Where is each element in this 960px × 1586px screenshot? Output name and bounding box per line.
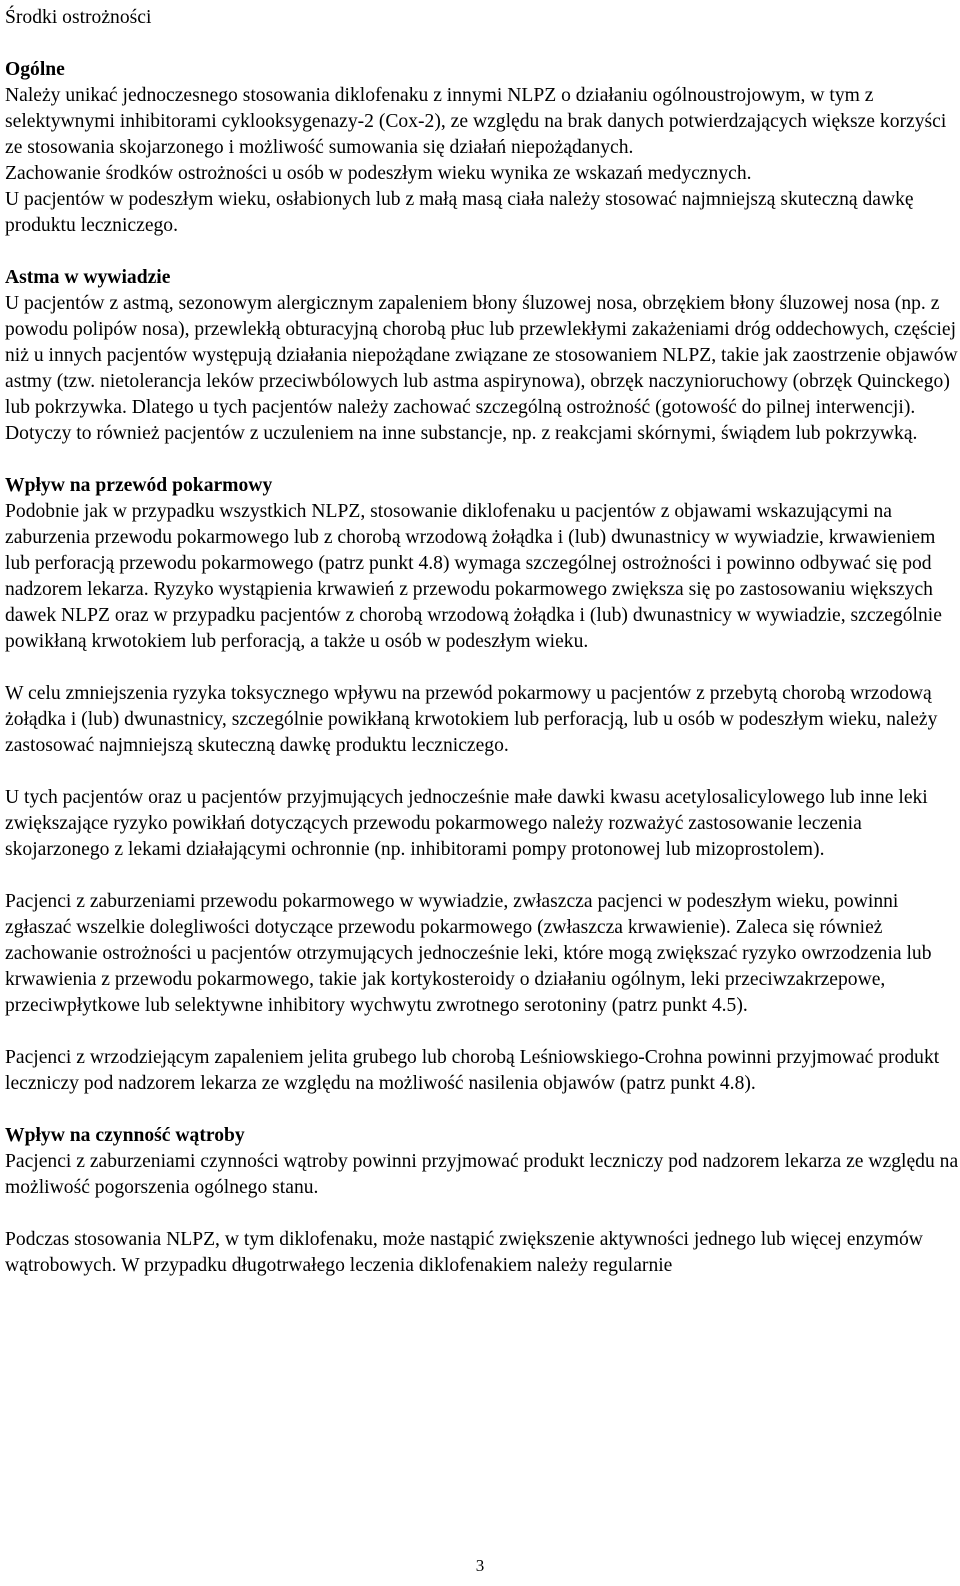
section-general [5,57,960,239]
page-number: 3 [475,1556,485,1575]
paragraph: Zachowanie środków ostrożności u osób w podeszłym wieku wynika ze wskazań medycznych. [5,163,752,184]
paragraph: U tych pacjentów oraz u pacjentów przyjmujących jednocześnie małe dawki kwasu acetylosalicylowego lub inne leki zwiększające ryzyko powikłań dotyczących przewodu pokarmowego należy rozważyć zastosowanie leczenia skojarzonego z lekami działającymi ochronnie (np. inhibitorami pompy protonowej lub mizoprostolem). [5,787,928,860]
document-title: Środki ostrożności [5,7,152,28]
section-heading-liver: Wpływ na czynność wątroby [5,1125,245,1146]
spacer [5,1201,960,1227]
spacer [5,447,960,473]
paragraph: Podobnie jak w przypadku wszystkich NLPZ, stosowanie diklofenaku u pacjentów z objawami wskazującymi na zaburzenia przewodu pokarmowego lub z chorobą wrzodową żołądka i (lub) dwunastnicy w wywiadzie, krwawieniem lub perforacją przewodu pokarmowego (patrz punkt 4.8) wymaga szczególnej ostrożności i powinno odbywać się pod nadzorem lekarza. Ryzyko wystąpienia krwawień z przewodu pokarmowego zwiększa się po zastosowaniu większych dawek NLPZ oraz w przypadku pacjentów z chorobą wrzodową żołądka i (lub) dwunastnicy w wywiadzie, szczególnie powikłaną krwotokiem lub perforacją, a także u osób w podeszłym wieku. [5,501,942,652]
section-asthma [5,265,960,447]
spacer [5,655,960,681]
spacer [5,239,960,265]
paragraph: Należy unikać jednoczesnego stosowania diklofenaku z innymi NLPZ o działaniu ogólnoustrojowym, w tym z selektywnymi inhibitorami cyklooksygenazy-2 (Cox-2), ze względu na brak danych potwierdzających większe korzyści ze stosowania skojarzonego i możliwość sumowania się działań niepożądanych. [5,85,947,158]
paragraph: Podczas stosowania NLPZ, w tym diklofenaku, może nastąpić zwiększenie aktywności jednego lub więcej enzymów wątrobowych. W przypadku długotrwałego leczenia diklofenakiem należy regularnie [5,1229,923,1276]
paragraph: Pacjenci z zaburzeniami czynności wątroby powinni przyjmować produkt leczniczy pod nadzorem lekarza ze względu na możliwość pogorszenia ogólnego stanu. [5,1151,959,1198]
paragraph: U pacjentów z astmą, sezonowym alergicznym zapaleniem błony śluzowej nosa, obrzękiem błony śluzowej nosa (np. z powodu polipów nosa), przewlekłą obturacyjną chorobą płuc lub przewlekłymi zakażeniami dróg oddechowych, częściej niż u innych pacjentów występują działania niepożądane związane ze stosowaniem NLPZ, takie jak zaostrzenie objawów astmy (tzw. nietolerancja leków przeciwbólowych lub astma aspirynowa), obrzęk naczynioruchowy (obrzęk Quinckego) lub pokrzywka. Dlatego u tych pacjentów należy zachować szczególną ostrożność (gotowość do pilnej interwencji). Dotyczy to również pacjentów z uczuleniem na inne substancje, np. z reakcjami skórnymi, świądem lub pokrzywką. [5,293,958,444]
spacer [5,863,960,889]
spacer [5,31,960,57]
spacer [5,1019,960,1045]
paragraph: W celu zmniejszenia ryzyka toksycznego wpływu na przewód pokarmowy u pacjentów z przebytą chorobą wrzodową żołądka i (lub) dwunastnicy, szczególnie powikłaną krwotokiem lub perforacją, lub u osób w podeszłym wieku, należy zastosować najmniejszą skuteczną dawkę produktu leczniczego. [5,683,938,756]
document-page [5,5,960,1279]
section-gastrointestinal [5,473,960,1097]
section-liver [5,1123,960,1279]
paragraph: Pacjenci z zaburzeniami przewodu pokarmowego w wywiadzie, zwłaszcza pacjenci w podeszłym wieku, powinni zgłaszać wszelkie dolegliwości dotyczące przewodu pokarmowego (zwłaszcza krwawienie). Zaleca się również zachowanie ostrożności u pacjentów otrzymujących jednocześnie leki, które mogą zwiększać ryzyko owrzodzenia lub krwawienia z przewodu pokarmowego, takie jak kortykosteroidy o działaniu ogólnym, leki przeciwzakrzepowe, przeciwpłytkowe lub selektywne inhibitory wychwytu zwrotnego serotoniny (patrz punkt 4.5). [5,891,932,1016]
paragraph: Pacjenci z wrzodziejącym zapaleniem jelita grubego lub chorobą Leśniowskiego-Crohna powinni przyjmować produkt leczniczy pod nadzorem lekarza ze względu na możliwość nasilenia objawów (patrz punkt 4.8). [5,1047,940,1094]
spacer [5,1097,960,1123]
section-heading-asthma: Astma w wywiadzie [5,267,171,288]
section-heading-gastrointestinal: Wpływ na przewód pokarmowy [5,475,273,496]
spacer [5,759,960,785]
paragraph: U pacjentów w podeszłym wieku, osłabionych lub z małą masą ciała należy stosować najmniejszą skuteczną dawkę produktu leczniczego. [5,189,914,236]
section-heading-general: Ogólne [5,59,65,80]
